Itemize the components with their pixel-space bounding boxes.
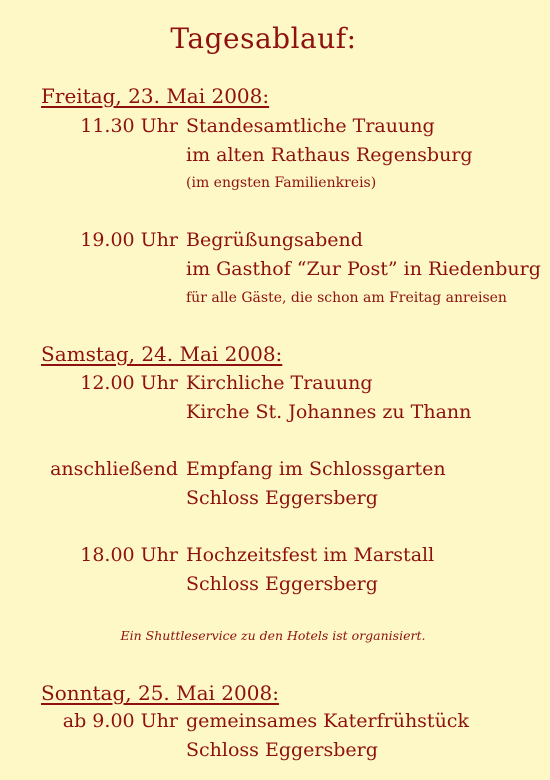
event-time: ab 9.00 Uhr (62, 710, 178, 732)
page-title: Tagesablauf: (170, 22, 357, 55)
event-detail: (im engsten Familienkreis) (186, 175, 377, 191)
shuttle-note: Ein Shuttleservice zu den Hotels ist organisiert. (120, 628, 426, 643)
event-title: Begrüßungsabend (186, 229, 363, 251)
event-title: Hochzeitsfest im Marstall (186, 544, 435, 566)
event-time: 12.00 Uhr (80, 372, 178, 394)
event-title: Kirchliche Trauung (186, 372, 373, 394)
day-header-sunday: Sonntag, 25. Mai 2008: (41, 681, 279, 705)
event-time: 11.30 Uhr (80, 115, 178, 137)
event-location: Kirche St. Johannes zu Thann (186, 401, 472, 423)
event-title: Empfang im Schlossgarten (186, 458, 446, 480)
day-header-friday: Freitag, 23. Mai 2008: (41, 84, 270, 108)
event-time: anschließend (50, 458, 178, 480)
event-title: gemeinsames Katerfrühstück (186, 710, 469, 732)
event-detail: für alle Gäste, die schon am Freitag anreisen (186, 290, 507, 306)
event-time: 19.00 Uhr (80, 229, 178, 251)
event-location: Schloss Eggersberg (186, 739, 378, 761)
event-location: Schloss Eggersberg (186, 573, 378, 595)
event-location: im alten Rathaus Regensburg (186, 144, 473, 166)
event-time: 18.00 Uhr (80, 544, 178, 566)
event-location: Schloss Eggersberg (186, 487, 378, 509)
day-header-saturday: Samstag, 24. Mai 2008: (41, 342, 283, 366)
event-location: im Gasthof “Zur Post” in Riedenburg (186, 258, 541, 280)
event-title: Standesamtliche Trauung (186, 115, 435, 137)
